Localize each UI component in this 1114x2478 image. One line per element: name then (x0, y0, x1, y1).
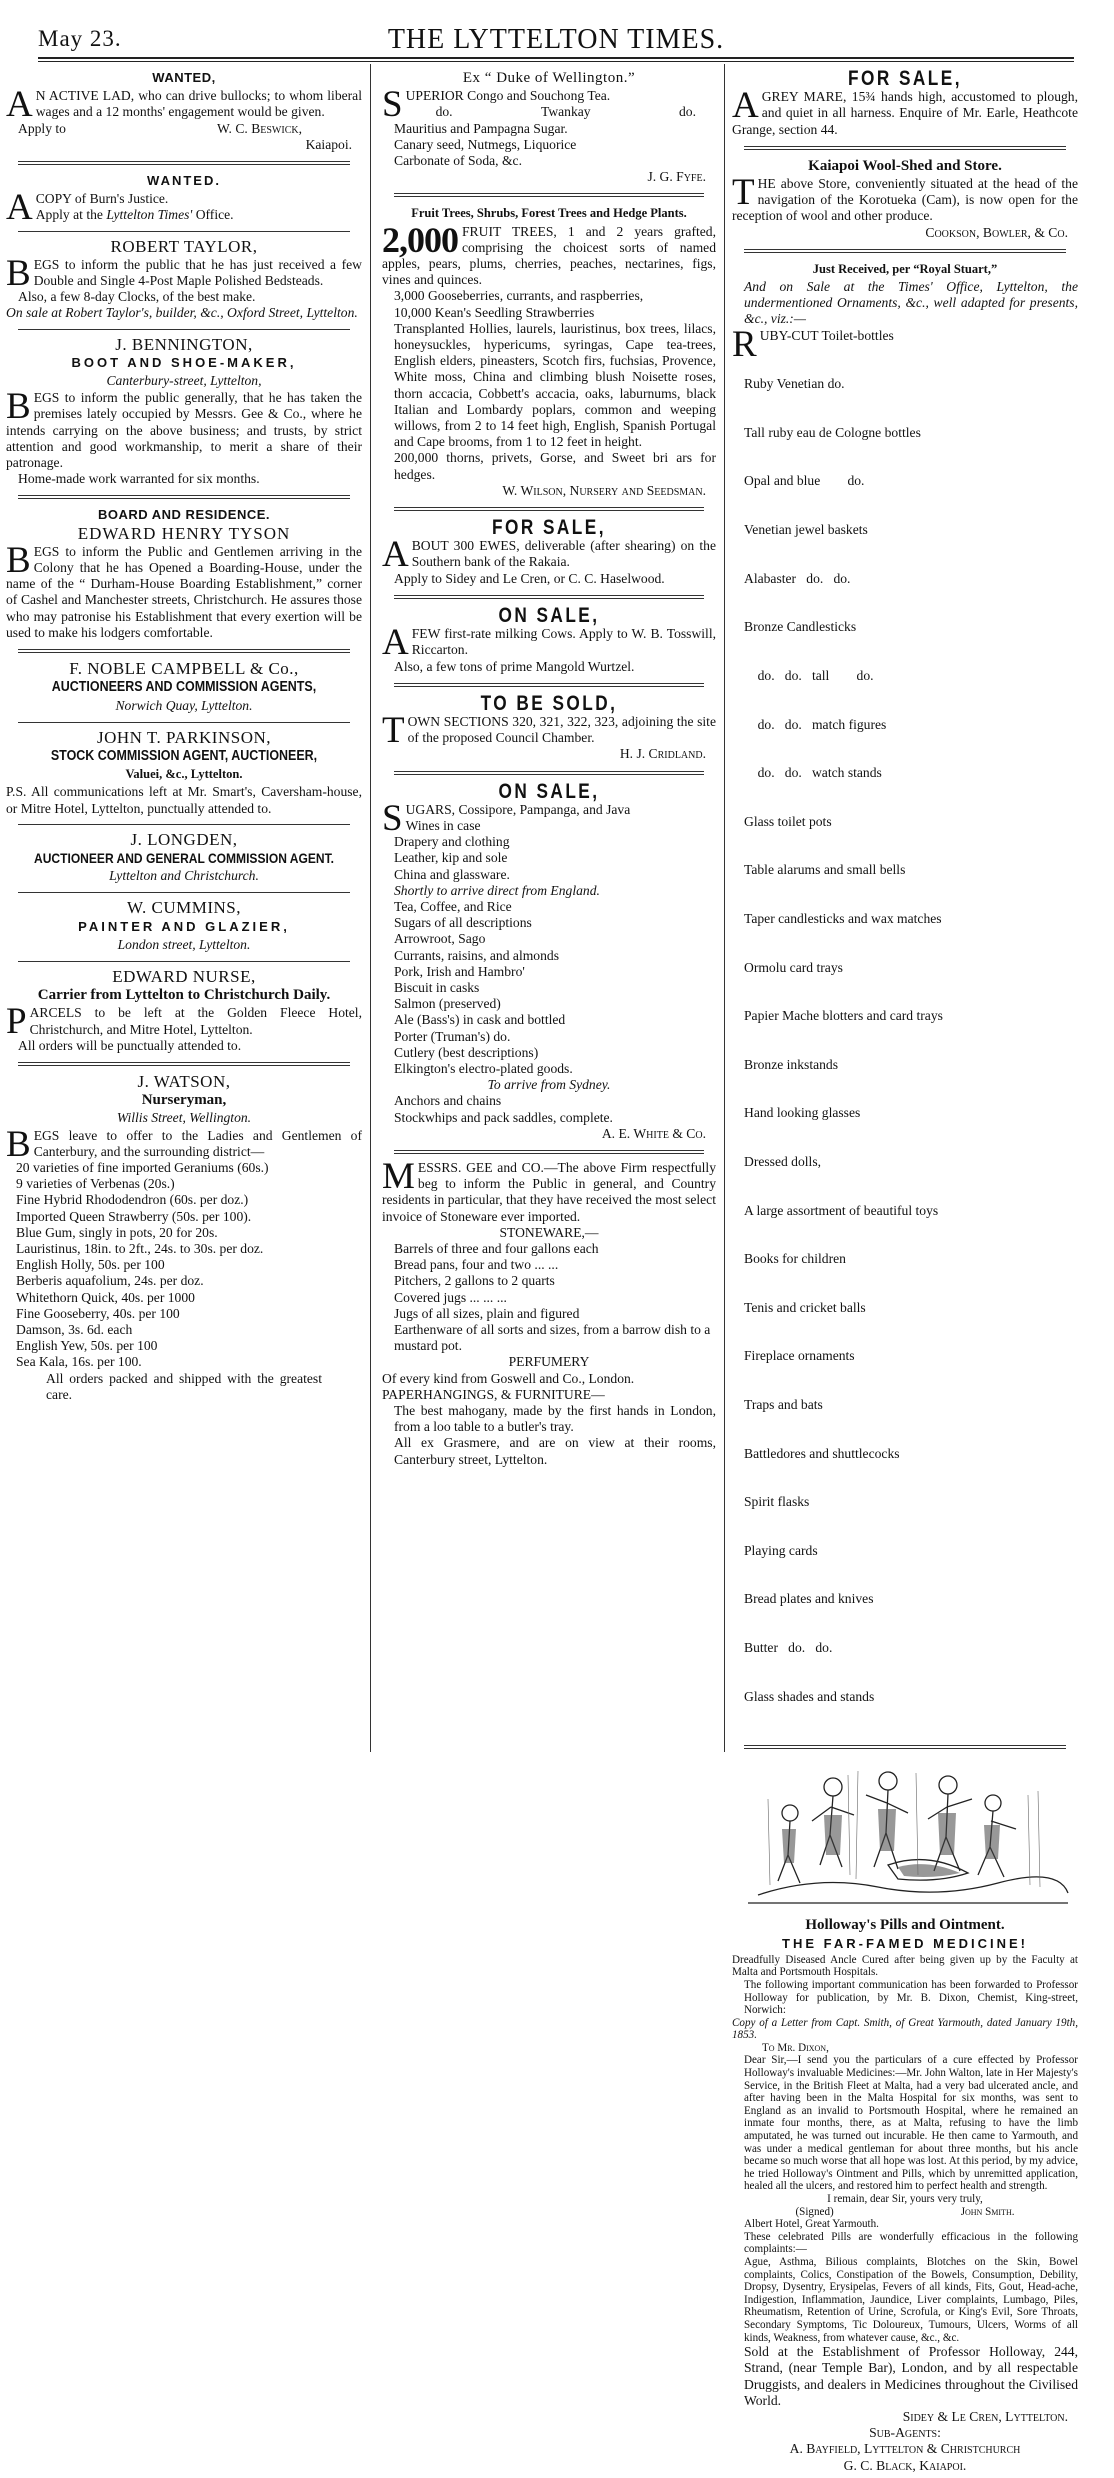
ad-white-co (380, 779, 718, 1146)
list-item: Stockwhips and pack saddles, complete. (394, 1109, 613, 1125)
ad-footer: All orders packed and shipped with the greatest care. (46, 1370, 322, 1402)
ad-subheading: Shortly to arrive direct from England. (394, 882, 600, 898)
ad-body: BEGS to inform the public generally, that he has taken the premises lately occupied by Messrs. Gee & Co., where he intends carrying on the above business; and trusts, by strict attention and good workmanship, to merit a share of their patronage. (6, 386, 362, 471)
list-item: Pork, Irish and Hambro' (394, 963, 525, 979)
list-item: Traps and bats (744, 1397, 823, 1413)
list-item: do. do. watch stands (744, 765, 882, 781)
list-item: Cutlery (best descriptions) (394, 1044, 539, 1060)
list-item: Ruby Venetian do. (744, 376, 845, 392)
ad-body: AGREY MARE, 15¾ hands high, accustomed to plough, and quiet in all harness. Enquire of Mr. Earle, Heathcote Grange, section 44. (732, 85, 1078, 137)
ad-signature: W. Wilson, Nursery and Seedsman. (502, 482, 706, 498)
list-item: Damson, 3s. 6d. each (16, 1322, 133, 1337)
ad-body: All orders will be punctually attended to. (18, 1037, 242, 1053)
ad-divider (18, 1062, 350, 1066)
list-item: Berberis aquafolium, 24s. per doz. (16, 1273, 204, 1289)
ad-longden (4, 828, 364, 890)
list-item: Currants, raisins, and almonds (394, 947, 559, 963)
ad-subheading: THE FAR-FAMED MEDICINE! (782, 1935, 1028, 1951)
ad-signature: A. E. White & Co. (601, 1125, 706, 1141)
ad-subheading: AUCTIONEER AND GENERAL COMMISSION AGENT. (34, 849, 334, 866)
list-item: do. do. match figures (744, 716, 887, 732)
list-item: Venetian jewel baskets (744, 522, 868, 538)
list-item: Fireplace ornaments (744, 1348, 855, 1364)
list-item: Ormolu card trays (744, 959, 843, 975)
list-item: Barrels of three and four gallons each (394, 1241, 599, 1256)
ad-heading: BOARD AND RESIDENCE. (97, 507, 271, 523)
ad-place: Lyttelton and Christchurch. (109, 868, 259, 884)
list-item: Jugs of all sizes, plain and figured (394, 1305, 580, 1321)
ad-subheading: EDWARD HENRY TYSON (77, 523, 291, 543)
ad-heading: Ex “ Duke of Wellington.” (462, 70, 636, 86)
ad-divider (18, 824, 350, 825)
ad-divider (18, 892, 350, 893)
engraving-image (738, 1755, 1072, 1907)
ad-subheading: AUCTIONEERS AND COMMISSION AGENTS, (51, 679, 317, 696)
ad-gee-co (380, 1155, 718, 1472)
column-2 (380, 66, 718, 1472)
ad-heading: Just Received, per “Royal Stuart,” (812, 261, 998, 276)
list-item: Glass shades and stands (744, 1688, 875, 1704)
ad-subheading: PAINTER AND GLAZIER, (78, 918, 290, 934)
ad-body (382, 219, 716, 289)
list-item: Wines in case (405, 817, 481, 833)
goods-list (382, 1241, 716, 1354)
ad-divider (744, 249, 1066, 253)
letter-address: Albert Hotel, Great Yarmouth. (744, 2218, 879, 2231)
ad-intro: And on Sale at the Times' Office, Lyttelton, the undermentioned Ornaments, &c., well adapted for presents, &c., viz.:— (744, 279, 1078, 327)
ad-subheading: STOCK COMMISSION AGENT, AUCTIONEER, (50, 747, 318, 764)
engraving-illustration (738, 1755, 1072, 1907)
ad-body: 200,000 thorns, privets, Gorse, and Sweet bri ars for hedges. (394, 450, 716, 482)
column-rule-1 (370, 64, 371, 1752)
list-item: Books for children (744, 1251, 846, 1267)
ad-heading: WANTED. (147, 173, 221, 189)
ad-edward-nurse (4, 965, 364, 1058)
ad-place: Kaiapoi. (305, 136, 352, 152)
ad-body: THE above Store, conveniently situated at the head of the navigation of the Korotueka (Cam), is now open for the reception of wool and other produce. (732, 172, 1078, 224)
list-item: Whitethorn Quick, 40s. per 1000 (16, 1289, 195, 1305)
goods-list (732, 344, 1078, 1737)
ad-subheading: PAPERHANGINGS, & FURNITURE— (382, 1386, 605, 1402)
ad-body: SUPERIOR Congo and Souchong Tea. (382, 84, 611, 126)
list-item: Spirit flasks (744, 1494, 810, 1510)
ad-body: Home-made work warranted for six months. (18, 471, 260, 487)
ad-body: P.S. All communications left at Mr. Smart's, Caversham-house, or Mitre Hotel, Lyttelton, punctually attended to. (6, 784, 362, 816)
ad-divider (394, 193, 704, 197)
ad-body: TOWN SECTIONS 320, 321, 322, 323, adjoining the site of the proposed Council Chamber. (382, 709, 716, 751)
list-item: Elkington's electro-plated goods. (394, 1060, 573, 1076)
ad-heading: J. LONGDEN, (130, 829, 238, 849)
ad-divider (18, 961, 350, 962)
ad-wanted-copy (4, 169, 364, 228)
ad-body: ABOUT 300 EWES, deliverable (after shearing) on the Southern bank of the Rakaia. (382, 534, 716, 576)
ad-place: Canterbury-street, Lyttelton, (106, 373, 262, 389)
list-item: Biscuit in casks (394, 979, 480, 995)
list-item: Alabaster do. do. (744, 570, 851, 586)
list-item: Battledores and shuttlecocks (744, 1445, 900, 1461)
ad-line: do. (435, 104, 453, 120)
list-item: Butter do. do. (744, 1640, 833, 1656)
ad-body: Dreadfully Diseased Ancle Cured after being given up by the Faculty at Malta and Portsmouth Hospitals. (732, 1953, 1078, 1979)
ad-heading: TO BE SOLD, (480, 691, 618, 715)
column-1 (4, 66, 364, 1407)
ad-signature: W. C. Beswick, (216, 120, 302, 136)
ad-body: MESSRS. GEE and CO.—The above Firm respectfully beg to inform the Public in general, and Country residents in particular, that they have received the most select invoice of Stoneware ever imported. (382, 1155, 716, 1224)
ad-heading: FOR SALE, (491, 516, 606, 540)
list-item: Hand looking glasses (744, 1105, 861, 1121)
list-item: Ale (Bass's) in cask and bottled (394, 1012, 566, 1028)
ad-heading: JOHN T. PARKINSON, (97, 727, 271, 747)
goods-list (382, 818, 716, 883)
column-3 (730, 66, 1080, 2478)
sub-agent: A. Bayfield, Lyttelton & Christchurch (789, 2441, 1021, 2457)
ad-subheading-2: Valuei, &c., Lyttelton. (125, 767, 243, 782)
ad-place: Norwich Quay, Lyttelton. (115, 697, 253, 713)
ad-place: Willis Street, Wellington. (116, 1110, 252, 1126)
ad-body: The best mahogany, made by the first hands in London, from a loo table to a butler's tray. (394, 1403, 716, 1435)
ad-parkinson (4, 726, 364, 821)
sub-agent: G. C. Black, Kaiapoi. (843, 2457, 967, 2473)
list-item: Leather, kip and sole (394, 850, 508, 866)
ad-signature: Cookson, Bowler, & Co. (925, 224, 1068, 240)
ad-line: do. (679, 104, 696, 120)
goods-list (382, 899, 716, 1077)
ad-fruit-trees (380, 201, 718, 503)
ad-body: RUBY-CUT Toilet-bottles (732, 323, 894, 365)
ad-body: AFEW first-rate milking Cows. Apply to W. B. Tosswill, Riccarton. (382, 622, 716, 664)
ad-body-text: FRUIT TREES, 1 and 2 years grafted, comprising the choicest sorts of named apples, pears, plums, cherries, peaches, nectarines, figs, vines and quinces. (382, 223, 716, 288)
list-item: Table alarums and small bells (744, 862, 906, 878)
list-item: Fine Gooseberry, 40s. per 100 (16, 1305, 180, 1321)
ad-line: Carbonate of Soda, &c. (394, 153, 522, 169)
ad-cummins (4, 896, 364, 958)
ad-signature: J. G. Fyfe. (647, 169, 706, 185)
ad-line: 10,000 Kean's Seedling Strawberries (394, 304, 595, 320)
list-item: Tea, Coffee, and Rice (394, 898, 512, 914)
list-item: Sugars of all descriptions (394, 915, 532, 931)
ad-subheading: Nurseryman, (141, 1092, 227, 1109)
ad-divider (18, 495, 350, 499)
ad-heading: Kaiapoi Wool-Shed and Store. (808, 157, 1002, 174)
ad-divider (394, 771, 704, 775)
list-item: Salmon (preserved) (394, 996, 501, 1012)
ad-divider (18, 161, 350, 165)
list-item: Sea Kala, 16s. per 100. (16, 1354, 142, 1370)
ad-body: BEGS leave to offer to the Ladies and Gentlemen of Canterbury, and the surrounding district— (6, 1123, 362, 1165)
list-item: Bread plates and knives (744, 1591, 874, 1607)
ad-heading: Fruit Trees, Shrubs, Forest Trees and Hedge Plants. (411, 206, 687, 221)
header-rule-thin (38, 61, 1074, 62)
ad-heading: J. WATSON, (137, 1071, 231, 1091)
ad-body: Copy of a Letter from Capt. Smith, of Great Yarmouth, dated January 19th, 1853. (732, 2016, 1078, 2042)
ad-fyfe (380, 66, 718, 189)
list-item: A large assortment of beautiful toys (744, 1202, 939, 1218)
ad-watson (4, 1070, 364, 1407)
issue-date: May 23. (38, 26, 122, 51)
ad-ewes (380, 515, 718, 591)
ad-body: AN ACTIVE LAD, who can drive bullocks; to whom liberal wages and a 12 months' engagement would be given. (6, 84, 362, 126)
ad-subheading: BOOT AND SHOE-MAKER, (71, 354, 297, 370)
ad-heading: FOR SALE, (847, 67, 962, 90)
ad-subheading: To arrive from Sydney. (487, 1077, 611, 1093)
ad-wool-shed (730, 154, 1080, 245)
list-item: Drapery and clothing (394, 834, 510, 850)
ad-body: PARCELS to be left at the Golden Fleece Hotel, Christchurch, and Mitre Hotel, Lyttelton. (6, 1001, 362, 1043)
list-item: Tenis and cricket balls (744, 1299, 866, 1315)
ad-divider (18, 649, 350, 653)
list-item: Bread pans, four and two ... ... (394, 1257, 559, 1273)
ad-holloway (730, 1913, 1080, 2477)
list-item: Playing cards (744, 1542, 818, 1558)
price-list (6, 1160, 362, 1371)
ad-divider (744, 146, 1066, 150)
ad-body: Also, a few tons of prime Mangold Wurtzel. (394, 658, 635, 674)
ad-subheading: PERFUMERY (508, 1354, 590, 1370)
ad-line: Canary seed, Nutmegs, Liquorice (394, 136, 577, 152)
ad-heading: ON SALE, (498, 779, 600, 803)
ad-body: Also, a few 8-day Clocks, of the best make. (18, 289, 256, 305)
newspaper-title: THE LYTTELTON TIMES. (387, 24, 725, 55)
list-item: Bronze Candlesticks (744, 619, 857, 635)
letter-signed: (Signed) (795, 2205, 834, 2218)
ad-cows (380, 603, 718, 679)
list-item: Bronze inkstands (744, 1056, 839, 1072)
list-item: Blue Gum, singly in pots, 20 for 20s. (16, 1224, 218, 1240)
big-number: 2,000 (382, 219, 458, 260)
list-item: do. do. tall do. (744, 667, 874, 683)
ad-heading: WANTED, (152, 70, 216, 85)
ad-divider (394, 1150, 704, 1154)
ad-subheading: STONEWARE,— (499, 1224, 599, 1240)
ad-divider (18, 329, 350, 330)
ad-place: London street, Lyttelton. (117, 936, 251, 952)
ad-town-sections (380, 691, 718, 767)
ad-body: SUGARS, Cossipore, Pampanga, and Java (382, 797, 631, 839)
letter-signature: John Smith. (960, 2205, 1015, 2218)
ad-agent: Sidey & Le Cren, Lyttelton. (902, 2408, 1068, 2424)
ad-body: Transplanted Hollies, laurels, lauristinus, box trees, lilacs, honeysuckles, hypericums, syringas, Cape tea-trees, English elders, pineasters, Scotch firs, fuchsias, Provence, White moss, China and climbing blush Noisette roses, thorn accacia, Cobbett's accacia, oaks, laburnums, black Italian and Lombardy poplars, common and weeping willows, from 2 to 14 feet high, English, Spanish Portugal and Cape brooms, from 1 to 12 feet in height. (394, 320, 716, 450)
list-item: Taper candlesticks and wax matches (744, 910, 942, 926)
column-rule-2 (724, 64, 725, 1752)
ad-divider (394, 683, 704, 687)
ad-body: BEGS to inform the public that he has just received a few Double and Single 4-Post Maple Polished Bedsteads. (6, 252, 362, 294)
page-header (38, 20, 1074, 55)
ad-robert-taylor (4, 235, 364, 326)
ad-heading: Holloway's Pills and Ointment. (805, 1917, 1005, 1934)
header-rule (38, 57, 1074, 59)
ad-grey-mare (730, 66, 1080, 142)
ad-body: All ex Grasmere, and are on view at their rooms, Canterbury street, Lyttelton. (394, 1435, 716, 1467)
ad-heading: ON SALE, (498, 603, 600, 627)
ad-divider (744, 1745, 1066, 1749)
ad-subheading: Carrier from Lyttelton to Christchurch Daily. (37, 987, 331, 1004)
list-item: Pitchers, 2 gallons to 2 quarts (394, 1273, 555, 1289)
ad-heading: F. NOBLE CAMPBELL & Co., (69, 659, 299, 679)
goods-list (382, 1093, 716, 1125)
list-item: Tall ruby eau de Cologne bottles (744, 424, 921, 440)
ad-heading: J. BENNINGTON, (115, 334, 253, 354)
letter-to: To Mr. Dixon, (762, 2041, 829, 2054)
letter-closing: I remain, dear Sir, yours very truly, (827, 2193, 983, 2205)
ad-line: 3,000 Gooseberries, currants, and raspberries, (394, 288, 644, 304)
ad-divider (394, 595, 704, 599)
ad-apply: Apply at the (35, 207, 107, 223)
sub-agents-heading: Sub-Agents: (869, 2425, 941, 2441)
list-item: Dressed dolls, (744, 1154, 822, 1169)
ad-heading: ROBERT TAYLOR, (110, 236, 258, 256)
ad-wanted-lad (4, 66, 364, 157)
letter-body: Dear Sir,—I send you the particulars of a cure effected by Professor Holloway's invaluable Medicines:—Mr. John Walton, late in Her Majesty's Service, in the British Fleet at Malta, had a very bad ulcerated ancle, and after having been in the Malta Hospital for six months, was sent to England as an invalid to Portsmouth Hospital, where he remained an inmate four months, there, as at Malta, refusing to have the limb amputated, he was turned out incurable. He then came to Yarmouth, and was under a medical gentleman for about three months, but his ancle became so much worse that all hope was lost. At this period, by my advice, he tried Holloway's Ointment and Pills, which by unremitted application, healed all the ulcers, and restored him to perfect health and strength. (744, 2054, 1078, 2193)
ad-line: Twankay (540, 104, 591, 120)
ad-heading: W. CUMMINS, (127, 898, 241, 918)
list-item: 20 varieties of fine imported Geraniums (60s.) (16, 1159, 269, 1175)
ad-campbell (4, 657, 364, 719)
list-item: English Yew, 50s. per 100 (16, 1338, 158, 1354)
ad-body: These celebrated Pills are wonderfully efficacious in the following complaints:— (744, 2230, 1078, 2256)
list-item: 9 varieties of Verbenas (20s.) (16, 1176, 175, 1192)
list-item: Glass toilet pots (744, 813, 832, 829)
ad-line: Of every kind from Goswell and Co., London. (382, 1370, 635, 1386)
ad-royal-stuart (730, 257, 1080, 1741)
list-item: China and glassware. (394, 866, 510, 882)
ad-bennington (4, 333, 364, 492)
list-item: Opal and blue do. (744, 473, 865, 489)
ad-body: BEGS to inform the Public and Gentlemen arriving in the Colony that he has Opened a Boarding-House, under the name of the “ Durham-House Boarding Establishment,” corner of Cashel and Manchester streets, Christchurch. He assures those who may patronise his Establishment that every exertion will be used to make his lodgers comfortable. (6, 539, 362, 640)
ad-board-residence (4, 503, 364, 645)
list-item: Imported Queen Strawberry (50s. per 100). (16, 1208, 252, 1224)
ad-divider (18, 722, 350, 723)
list-item: English Holly, 50s. per 100 (16, 1257, 165, 1273)
list-item: Fine Hybrid Rhododendron (60s. per doz.) (16, 1192, 249, 1208)
ad-apply-end: Office. (192, 207, 234, 223)
ad-line: Mauritius and Pampagna Sugar. (394, 120, 568, 136)
ad-body: On sale at Robert Taylor's, builder, &c., Oxford Street, Lyttelton. (6, 305, 358, 321)
list-item: Papier Mache blotters and card trays (744, 1008, 943, 1024)
ad-body: ACOPY of Burn's Justice. (6, 187, 169, 229)
list-item: Earthenware of all sorts and sizes, from a barrow dish to a mustard pot. (394, 1322, 711, 1354)
ad-signature: H. J. Cridland. (619, 746, 706, 762)
list-item: Anchors and chains (394, 1093, 502, 1109)
list-item: Covered jugs ... ... ... (394, 1289, 507, 1305)
ad-body: Apply to Sidey and Le Cren, or C. C. Haselwood. (394, 570, 665, 586)
ad-apply: Apply to (18, 120, 66, 136)
list-item: Arrowroot, Sago (394, 931, 486, 947)
ad-body: Sold at the Establishment of Professor Holloway, 244, Strand, (near Temple Bar), London, and by all respectable Druggists, and dealers in Medicines throughout the Civilised World. (744, 2344, 1078, 2408)
ad-apply-italic: Lyttelton Times' (106, 207, 193, 223)
ad-heading: EDWARD NURSE, (112, 966, 256, 986)
list-item: Porter (Truman's) do. (394, 1028, 511, 1044)
ad-divider (18, 231, 350, 232)
ad-body: The following important communication has been forwarded to Professor Holloway for publication, by Mr. B. Dixon, Chemist, King-street, Norwich: (744, 1978, 1078, 2017)
list-item: Lauristinus, 18in. to 2ft., 24s. to 30s. per doz. (16, 1240, 264, 1256)
ad-divider (394, 507, 704, 511)
complaints-list: Ague, Asthma, Bilious complaints, Blotches on the Skin, Bowel complaints, Colics, Constipation of the Bowels, Consumption, Debility, Dropsy, Dysentry, Erysipelas, Fevers of all kinds, Fits, Gout, Head-ache, Indigestion, Inflammation, Jaundice, Liver complaints, Lumbago, Piles, Rheumatism, Retention of Urine, Scrofula, or King's Evil, Sore Throats, Secondary Symptoms, Tic Doloureux, Tumours, Ulcers, Worms of all kinds, Weakness, from whatever cause, &c., &c. (744, 2255, 1078, 2344)
